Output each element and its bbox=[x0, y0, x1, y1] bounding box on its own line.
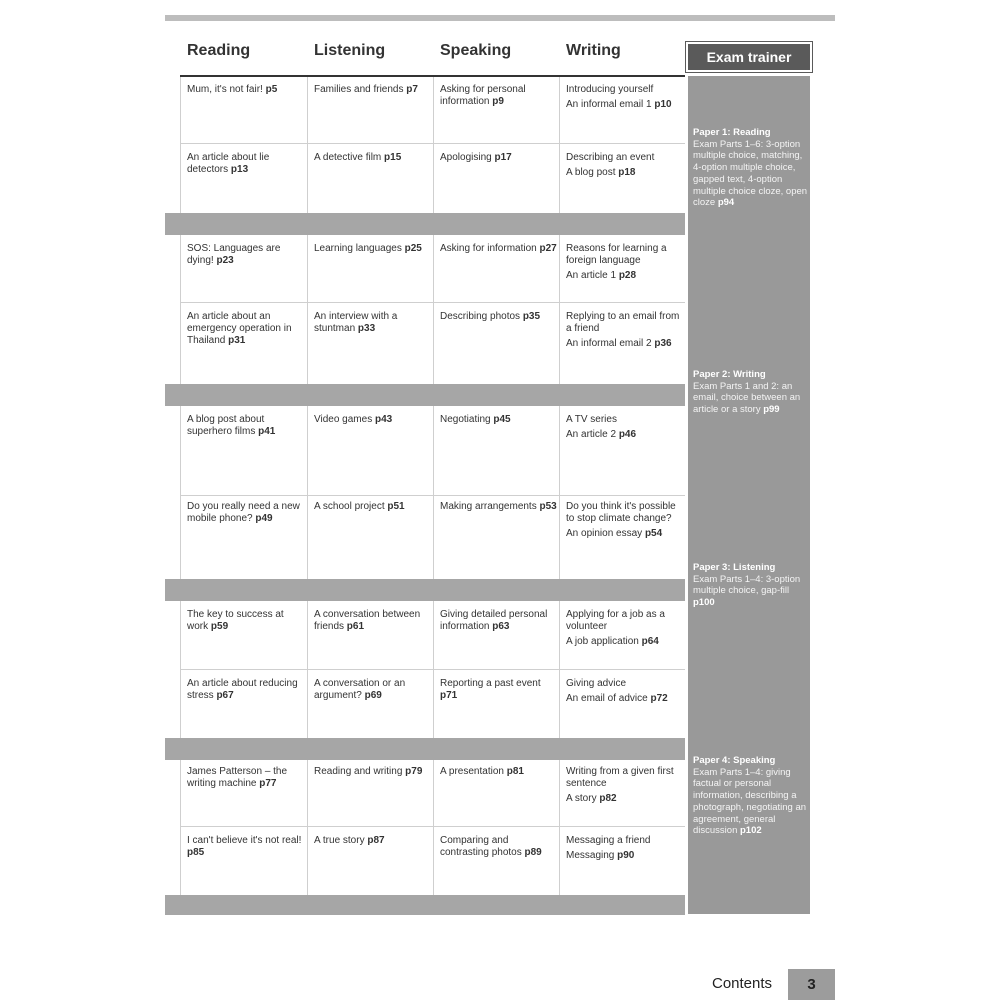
page-ref: p15 bbox=[384, 152, 402, 163]
column-separator bbox=[433, 760, 434, 895]
cell-line bbox=[187, 311, 305, 347]
cell-line bbox=[314, 414, 432, 426]
unit-divider-band bbox=[165, 213, 685, 235]
paper-2-info bbox=[693, 369, 808, 416]
header-speaking: Speaking bbox=[440, 42, 512, 59]
cell-text: Giving advice bbox=[566, 678, 627, 689]
page-ref: p17 bbox=[494, 152, 512, 163]
cell-text: Reporting a past event bbox=[440, 678, 541, 689]
table-cell bbox=[440, 501, 558, 513]
page-ref: p79 bbox=[405, 766, 423, 777]
cell-text: A school project bbox=[314, 501, 385, 512]
table-cell bbox=[314, 84, 432, 96]
table-cell bbox=[440, 609, 558, 633]
cell-text: Applying for a job as a volunteer bbox=[566, 609, 665, 632]
column-separator bbox=[307, 77, 308, 213]
page-ref: p25 bbox=[404, 243, 422, 254]
cell-line bbox=[566, 243, 684, 267]
column-separator bbox=[433, 235, 434, 384]
table-cell bbox=[187, 152, 305, 176]
page-ref: p61 bbox=[346, 621, 365, 632]
table-cell bbox=[314, 678, 432, 702]
page-ref: p71 bbox=[440, 690, 458, 701]
page-ref: p31 bbox=[228, 335, 246, 346]
cell-text: An interview with a stuntman bbox=[314, 311, 398, 334]
row-separator bbox=[180, 495, 685, 496]
cell-line bbox=[314, 678, 432, 702]
page-ref: p23 bbox=[216, 255, 234, 266]
cell-text: Making arrangements bbox=[440, 501, 537, 512]
page-ref: p9 bbox=[492, 96, 504, 107]
page-ref: p7 bbox=[406, 84, 418, 95]
column-separator bbox=[433, 406, 434, 579]
cell-text: Asking for personal information bbox=[440, 84, 526, 107]
cell-text: A conversation between friends bbox=[314, 609, 421, 632]
cell-text: Describing an event bbox=[566, 152, 655, 163]
cell-line bbox=[440, 501, 558, 513]
cell-text: Reasons for learning a foreign language bbox=[566, 243, 667, 266]
page-ref: p43 bbox=[374, 414, 393, 425]
paper-page: p102 bbox=[740, 825, 762, 837]
table-cell bbox=[187, 609, 305, 633]
cell-text: Families and friends bbox=[314, 84, 404, 95]
table-cell bbox=[314, 766, 432, 778]
table-cell bbox=[187, 311, 305, 347]
cell-text: A presentation bbox=[440, 766, 504, 777]
page-ref: p49 bbox=[255, 513, 273, 524]
cell-text: A job application bbox=[566, 636, 639, 647]
cell-text: An article about lie detectors bbox=[187, 152, 270, 175]
cell-line bbox=[440, 152, 558, 164]
cell-text: The key to success at work bbox=[187, 609, 284, 632]
table-cell bbox=[187, 501, 305, 525]
page-ref: p27 bbox=[539, 243, 557, 254]
paper-3-info bbox=[693, 562, 808, 609]
page-ref: p64 bbox=[641, 636, 659, 647]
table-cell bbox=[566, 501, 684, 540]
paper-1-info bbox=[693, 127, 808, 209]
table-cell bbox=[440, 243, 558, 255]
paper-desc: Exam Parts 1–4: giving factual or personal information, describing a photograph, negotiating an agreement, general discussion bbox=[693, 766, 807, 837]
cell-text: A TV series bbox=[566, 414, 617, 425]
paper-page: p94 bbox=[717, 197, 735, 209]
cell-line bbox=[187, 678, 305, 702]
row-separator bbox=[180, 302, 685, 303]
cell-line bbox=[440, 243, 558, 255]
table-cell bbox=[566, 835, 684, 862]
cell-text: An informal email 1 bbox=[566, 99, 652, 110]
cell-text: Giving detailed personal information bbox=[440, 609, 548, 632]
cell-line bbox=[314, 311, 432, 335]
cell-text: Asking for information bbox=[440, 243, 537, 254]
cell-line bbox=[566, 270, 684, 282]
column-separator bbox=[180, 77, 181, 213]
table-cell bbox=[566, 84, 684, 111]
cell-text: An article about an emergency operation in Thailand bbox=[187, 311, 292, 346]
table-cell bbox=[566, 414, 684, 441]
cell-text: Do you think it's possible to stop climate change? bbox=[566, 501, 676, 524]
cell-text: A detective film bbox=[314, 152, 382, 163]
cell-text: An article about reducing stress bbox=[187, 678, 298, 701]
page-ref: p33 bbox=[357, 323, 376, 334]
page-ref: p41 bbox=[258, 426, 276, 437]
page-ref: p63 bbox=[492, 621, 510, 632]
cell-line bbox=[566, 636, 684, 648]
table-cell bbox=[566, 243, 684, 282]
cell-text: A conversation or an argument? bbox=[314, 678, 406, 701]
paper-title: Paper 2: Writing bbox=[693, 369, 766, 380]
header-writing: Writing bbox=[566, 42, 621, 59]
table-cell bbox=[314, 414, 432, 426]
paper-desc: Exam Parts 1–4: 3-option multiple choice, gap-fill bbox=[693, 573, 801, 597]
cell-line bbox=[566, 609, 684, 633]
cell-line bbox=[314, 609, 432, 633]
column-separator bbox=[307, 235, 308, 384]
column-separator bbox=[433, 77, 434, 213]
cell-line bbox=[314, 243, 432, 255]
column-separator bbox=[180, 406, 181, 579]
table-cell bbox=[566, 766, 684, 805]
cell-line bbox=[187, 243, 305, 267]
cell-line bbox=[440, 414, 558, 426]
cell-line bbox=[314, 84, 432, 96]
cell-text: A true story bbox=[314, 835, 365, 846]
cell-line bbox=[187, 501, 305, 525]
page-ref: p90 bbox=[617, 850, 635, 861]
cell-line bbox=[566, 766, 684, 790]
table-cell bbox=[187, 766, 305, 790]
cell-line bbox=[566, 850, 684, 862]
footer-contents-label: Contents bbox=[712, 975, 773, 992]
page-ref: p81 bbox=[506, 766, 524, 777]
cell-text: Replying to an email from a friend bbox=[566, 311, 680, 334]
cell-text: Mum, it's not fair! bbox=[187, 84, 263, 95]
cell-text: James Patterson – the writing machine bbox=[187, 766, 288, 789]
top-rule bbox=[165, 15, 835, 21]
cell-text: An informal email 2 bbox=[566, 338, 652, 349]
cell-text: Apologising bbox=[440, 152, 492, 163]
cell-text: Video games bbox=[314, 414, 373, 425]
cell-line bbox=[566, 693, 684, 705]
table-cell bbox=[440, 84, 558, 108]
page-ref: p87 bbox=[367, 835, 385, 846]
cell-text: Messaging a friend bbox=[566, 835, 651, 846]
cell-line bbox=[440, 84, 558, 108]
cell-text: Introducing yourself bbox=[566, 84, 654, 95]
table-cell bbox=[187, 243, 305, 267]
column-separator bbox=[307, 760, 308, 895]
table-cell bbox=[566, 678, 684, 705]
page-ref: p10 bbox=[654, 99, 672, 110]
page-ref: p51 bbox=[387, 501, 405, 512]
cell-text: An opinion essay bbox=[566, 528, 643, 539]
page-ref: p85 bbox=[187, 847, 205, 858]
page-ref: p36 bbox=[654, 338, 672, 349]
page-ref: p53 bbox=[539, 501, 557, 512]
table-cell bbox=[314, 152, 432, 164]
cell-line bbox=[314, 152, 432, 164]
cell-line bbox=[566, 338, 684, 350]
table-cell bbox=[440, 835, 558, 859]
table-cell bbox=[187, 414, 305, 438]
cell-text: An article 1 bbox=[566, 270, 617, 281]
page-ref: p18 bbox=[618, 167, 636, 178]
cell-line bbox=[566, 311, 684, 335]
cell-line bbox=[440, 609, 558, 633]
cell-line bbox=[566, 678, 684, 690]
paper-page: p99 bbox=[763, 404, 780, 416]
cell-line bbox=[566, 793, 684, 805]
paper-title: Paper 3: Listening bbox=[693, 562, 776, 573]
cell-line bbox=[566, 414, 684, 426]
cell-text: Negotiating bbox=[440, 414, 491, 425]
row-separator bbox=[180, 669, 685, 670]
unit-divider-band bbox=[165, 895, 685, 915]
table-cell bbox=[314, 243, 432, 255]
cell-text: Reading and writing bbox=[314, 766, 403, 777]
table-cell bbox=[314, 501, 432, 513]
table-cell bbox=[187, 835, 305, 859]
header-reading: Reading bbox=[187, 42, 251, 59]
page-ref: p13 bbox=[230, 164, 249, 175]
page-ref: p28 bbox=[618, 270, 637, 281]
column-separator bbox=[307, 406, 308, 579]
cell-text: Writing from a given first sentence bbox=[566, 766, 674, 789]
page-ref: p54 bbox=[644, 528, 663, 539]
column-separator bbox=[180, 760, 181, 895]
footer-page-number: 3 bbox=[788, 969, 835, 1000]
paper-4-info bbox=[693, 755, 808, 837]
cell-line bbox=[566, 501, 684, 525]
cell-text: Describing photos bbox=[440, 311, 521, 322]
table-cell bbox=[566, 609, 684, 648]
paper-desc: Exam Parts 1 and 2: an email, choice between an article or a story bbox=[693, 380, 801, 416]
table-cell bbox=[566, 152, 684, 179]
column-separator bbox=[180, 235, 181, 384]
paper-page: p100 bbox=[693, 597, 715, 609]
cell-line bbox=[187, 152, 305, 176]
page-ref: p72 bbox=[650, 693, 668, 704]
cell-text: Learning languages bbox=[314, 243, 402, 254]
cell-line bbox=[440, 766, 558, 778]
table-cell bbox=[440, 678, 558, 702]
cell-line bbox=[187, 414, 305, 438]
column-separator bbox=[559, 406, 560, 579]
table-cell bbox=[314, 609, 432, 633]
cell-line bbox=[187, 766, 305, 790]
unit-divider-band bbox=[165, 579, 685, 601]
table-cell bbox=[440, 152, 558, 164]
cell-line bbox=[440, 311, 558, 323]
cell-line bbox=[566, 84, 684, 96]
cell-line bbox=[187, 835, 305, 859]
table-cell bbox=[187, 84, 305, 96]
page-ref: p89 bbox=[524, 847, 542, 858]
unit-divider-band bbox=[165, 384, 685, 406]
table-cell bbox=[187, 678, 305, 702]
cell-line bbox=[187, 84, 305, 96]
cell-text: A blog post about superhero films bbox=[187, 414, 265, 437]
page-ref: p82 bbox=[599, 793, 617, 804]
cell-text: An email of advice bbox=[566, 693, 648, 704]
table-cell bbox=[314, 311, 432, 335]
header-listening: Listening bbox=[314, 42, 386, 59]
cell-text: An article 2 bbox=[566, 429, 617, 440]
cell-line bbox=[566, 835, 684, 847]
paper-title: Paper 4: Speaking bbox=[693, 755, 776, 766]
cell-text: Comparing and contrasting photos bbox=[440, 835, 522, 858]
cell-line bbox=[566, 429, 684, 441]
cell-line bbox=[314, 835, 432, 847]
cell-text: A blog post bbox=[566, 167, 616, 178]
column-separator bbox=[559, 235, 560, 384]
cell-line bbox=[440, 678, 558, 702]
cell-text: Messaging bbox=[566, 850, 615, 861]
cell-text: SOS: Languages are dying! bbox=[187, 243, 281, 266]
page-ref: p35 bbox=[522, 311, 541, 322]
unit-divider-band bbox=[165, 738, 685, 760]
table-cell bbox=[566, 311, 684, 350]
cell-text: A story bbox=[566, 793, 597, 804]
cell-line bbox=[566, 99, 684, 111]
cell-line bbox=[440, 835, 558, 859]
paper-desc: Exam Parts 1–6: 3-option multiple choice, matching, 4-option multiple choice, gapped text, 4-option multiple choice cloze, open cloze bbox=[693, 138, 808, 209]
cell-line bbox=[314, 501, 432, 513]
page-ref: p77 bbox=[259, 778, 277, 789]
table-cell bbox=[440, 766, 558, 778]
table-cell bbox=[440, 311, 558, 323]
row-separator bbox=[180, 826, 685, 827]
page-ref: p45 bbox=[493, 414, 511, 425]
column-separator bbox=[559, 760, 560, 895]
cell-text: I can't believe it's not real! bbox=[187, 835, 302, 846]
row-separator bbox=[180, 143, 685, 144]
paper-title: Paper 1: Reading bbox=[693, 127, 771, 138]
page-ref: p5 bbox=[265, 84, 278, 95]
cell-line bbox=[314, 766, 432, 778]
cell-line bbox=[566, 528, 684, 540]
page-ref: p59 bbox=[210, 621, 229, 632]
page-ref: p46 bbox=[618, 429, 637, 440]
cell-text: Do you really need a new mobile phone? bbox=[187, 501, 300, 524]
column-separator bbox=[559, 77, 560, 213]
page-ref: p69 bbox=[364, 690, 382, 701]
table-cell bbox=[314, 835, 432, 847]
cell-line bbox=[566, 152, 684, 164]
page-ref: p67 bbox=[216, 690, 234, 701]
table-cell bbox=[440, 414, 558, 426]
exam-trainer-label: Exam trainer bbox=[688, 44, 810, 70]
cell-line bbox=[566, 167, 684, 179]
cell-line bbox=[187, 609, 305, 633]
